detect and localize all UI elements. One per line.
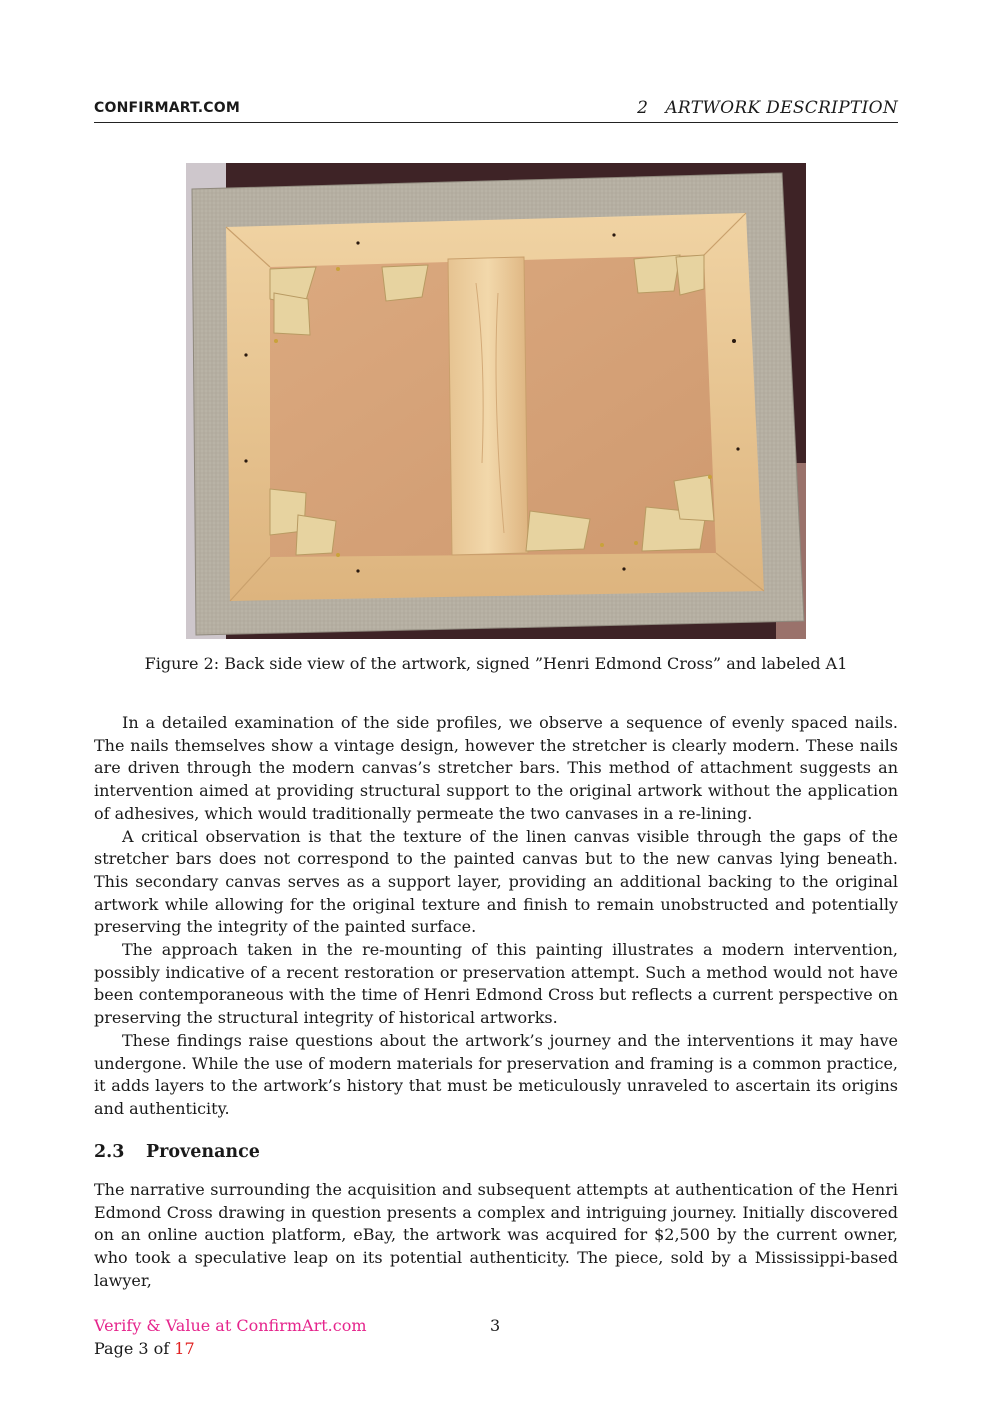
- running-header: [94, 96, 898, 123]
- paragraph: In a detailed examination of the side profiles, we observe a sequence of evenly spaced nails. The nails themselves show a vintage design, however the stretcher is clearly modern. These nails are driven through the modern canvas’s stretcher bars. This method of attachment suggests an intervention aimed at providing structural support to the original artwork without the application of adhesives, which would traditionally permeate the two canvases in a re-lining.: [94, 713, 898, 823]
- section-heading: 2 ARTWORK DESCRIPTION: [637, 98, 898, 118]
- artwork-back-photo: [186, 163, 806, 639]
- paragraph: A critical observation is that the texture of the linen canvas visible through the gaps of the stretcher bars does not correspond to the painted canvas but to the new canvas lying beneath. This secondary canvas serves as a support layer, providing an additional backing to the original artwork while allowing for the original texture and finish to remain unobstructed and potentially preserving the integrity of the painted surface.: [94, 826, 898, 937]
- paragraph: The narrative surrounding the acquisition and subsequent attempts at authentication of the Henri Edmond Cross drawing in question presents a complex and intriguing journey. Initially discovered on an online auction platform, eBay, the artwork was acquired for $2,500 by the current owner, who took a speculative leap on its potential authenticity. The piece, sold by a Mississippi-based lawyer,: [94, 1180, 898, 1290]
- page-counter: [94, 1339, 195, 1358]
- subsection-number: 2.3: [94, 1142, 125, 1162]
- verify-link[interactable]: Verify & Value at ConfirmArt.com: [94, 1316, 367, 1335]
- body-text: [94, 712, 898, 1121]
- subsection-title: Provenance: [146, 1142, 260, 1162]
- provenance-text: [94, 1179, 898, 1293]
- center-crossbar: [448, 257, 528, 555]
- paragraph: These findings raise questions about the artwork’s journey and the interventions it may have undergone. While the use of modern materials for preservation and framing is a common practice, it adds layers to the artwork’s history that must be meticulously unraveled to ascertain its origins and authenticity.: [94, 1030, 898, 1118]
- subsection-heading: [94, 1142, 260, 1162]
- page-total-link[interactable]: 17: [174, 1339, 195, 1358]
- paragraph: The approach taken in the re-mounting of this painting illustrates a modern intervention, possibly indicative of a recent restoration or preservation attempt. Such a method would not have been contemporaneous with the time of Henri Edmond Cross but reflects a current perspective on preserving the structural integrity of historical artworks.: [94, 940, 898, 1028]
- brand-logo: CONFIRMART.COM: [94, 100, 241, 116]
- page-number: 3: [490, 1316, 501, 1335]
- figure-caption: Figure 2: Back side view of the artwork, signed ”Henri Edmond Cross” and labeled A1: [144, 654, 848, 673]
- page-prefix: Page 3 of: [94, 1339, 175, 1358]
